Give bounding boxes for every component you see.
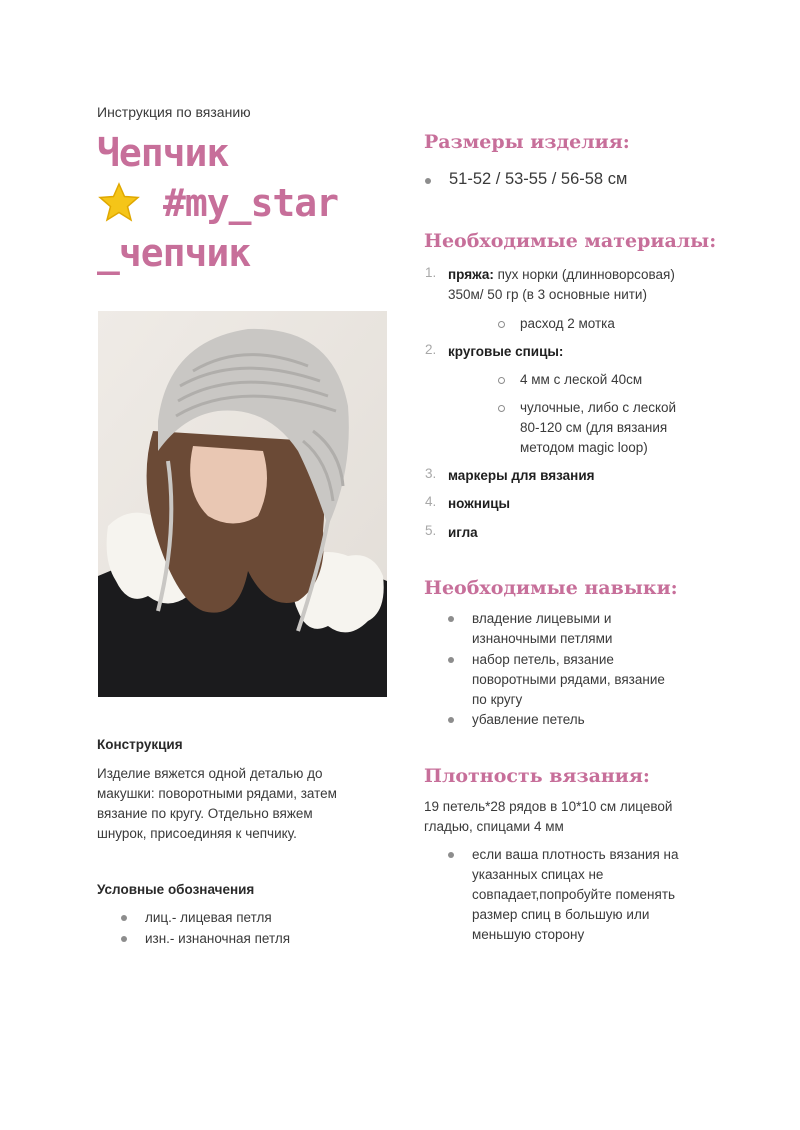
title-line-3: _чепчик [97, 231, 251, 275]
list-number: 1. [425, 265, 437, 280]
construction-text [97, 764, 377, 844]
material-yarn-label: пряжа: [448, 267, 494, 282]
gauge-note-line: размер спиц в большую или [472, 907, 650, 922]
skill-line: набор петель, вязание [472, 652, 614, 667]
skills-heading: Необходимые навыки: [424, 577, 678, 599]
material-needle [448, 523, 478, 543]
sizes-heading: Размеры изделия: [424, 131, 630, 153]
material-needles [448, 342, 563, 362]
material-needles-sub-line: чулочные, либо с леской [520, 400, 677, 415]
bonnet-photo-illustration [98, 311, 387, 697]
materials-heading: Необходимые материалы: [424, 230, 717, 252]
legend-item-text: изн.- изнаночная петля [145, 931, 291, 946]
material-needle-label: игла [448, 525, 478, 540]
material-needles-sub-text: 4 мм с леской 40см [520, 372, 643, 387]
material-yarn-sub-text: расход 2 мотка [520, 316, 615, 331]
title-hashtag: #my_star [163, 181, 339, 225]
legend-heading: Условные обозначения [97, 882, 255, 897]
construction-line: макушки: поворотными рядами, затем [97, 786, 337, 801]
bullet-icon [448, 657, 454, 663]
material-scissors-label: ножницы [448, 496, 511, 511]
material-yarn-text: пух норки (длинноворсовая) [493, 267, 675, 282]
bullet-icon [448, 717, 454, 723]
list-number: 3. [425, 466, 437, 481]
construction-line: Изделие вяжется одной деталью до [97, 766, 323, 781]
bullet-icon [498, 321, 505, 328]
material-needles-sub-line: 80-120 см (для вязания [520, 420, 668, 435]
legend-item [145, 929, 290, 949]
gauge-note-line: меньшую сторону [472, 927, 585, 942]
list-number: 4. [425, 494, 437, 509]
gauge-note-line: указанных спицах не [472, 867, 604, 882]
material-yarn-text-2: 350м/ 50 гр (в 3 основные нити) [448, 287, 647, 302]
bullet-icon [448, 616, 454, 622]
skill-line: изнаночными петлями [472, 631, 613, 646]
material-markers [448, 466, 595, 486]
gauge-note [472, 845, 679, 945]
material-scissors [448, 494, 510, 514]
skill-line: по кругу [472, 692, 523, 707]
material-needles-sub-line: методом magic loop) [520, 440, 648, 455]
gauge-note-line: совпадает,попробуйте поменять [472, 887, 676, 902]
gauge-text [424, 797, 672, 837]
bullet-icon [498, 405, 505, 412]
star-icon [97, 182, 141, 222]
construction-heading: Конструкция [97, 737, 183, 752]
skill-line: поворотными рядами, вязание [472, 672, 665, 687]
material-markers-label: маркеры для вязания [448, 468, 595, 483]
material-needles-sub [520, 398, 710, 458]
gauge-note-line: если ваша плотность вязания на [472, 847, 679, 862]
bullet-icon [425, 178, 431, 184]
material-needles-sub [520, 370, 642, 390]
bullet-icon [121, 915, 127, 921]
material-yarn [448, 265, 708, 305]
bullet-icon [498, 377, 505, 384]
skill-line: убавление петель [472, 712, 585, 727]
list-number: 2. [425, 342, 437, 357]
skill-item [472, 710, 585, 730]
material-needles-label: круговые спицы: [448, 344, 564, 359]
material-yarn-sub [520, 314, 615, 334]
legend-item-text: лиц.- лицевая петля [145, 910, 272, 925]
title-line-2 [97, 178, 387, 228]
skill-item [472, 609, 612, 649]
sizes-value: 51-52 / 53-55 / 56-58 см [449, 170, 628, 188]
construction-line: вязание по кругу. Отдельно вяжем [97, 806, 313, 821]
document-subtitle: Инструкция по вязанию [97, 104, 251, 120]
title-line-1: Чепчик [97, 131, 229, 175]
sizes-value-row [449, 170, 627, 189]
bullet-icon [448, 852, 454, 858]
legend-item [145, 908, 272, 928]
gauge-heading: Плотность вязания: [424, 765, 650, 787]
skill-item [472, 650, 665, 710]
skill-line: владение лицевыми и [472, 611, 612, 626]
product-photo [98, 311, 387, 697]
gauge-line: гладью, спицами 4 мм [424, 819, 564, 834]
construction-line: шнурок, присоединяя к чепчику. [97, 826, 297, 841]
list-number: 5. [425, 523, 437, 538]
gauge-line: 19 петель*28 рядов в 10*10 см лицевой [424, 799, 673, 814]
bullet-icon [121, 936, 127, 942]
page-title [97, 128, 387, 278]
